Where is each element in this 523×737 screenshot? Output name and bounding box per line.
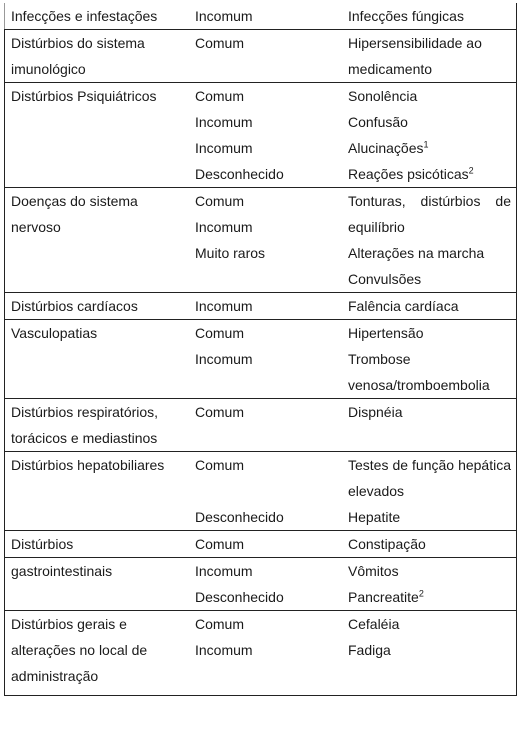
cell-text: Doenças do sistema nervoso [11,193,138,235]
cell-text: Distúrbios gerais e alterações no local de administração [11,616,148,684]
cell-text: Infecções e infestações [11,8,158,24]
cell-text: Desconhecido [195,589,284,605]
effect-with-footnote [348,584,511,610]
adverse-effect-cell [339,30,517,83]
frequency-cell [182,83,339,188]
cell-text: Constipação [348,536,426,552]
cell-text: Incomum [195,351,253,367]
table-row [5,3,517,30]
system-organ-class-cell [5,320,183,399]
cell-text: Testes de função hepática elevados [348,457,511,499]
footnote-marker: 2 [468,165,474,176]
cell-text: gastrointestinais [11,563,113,579]
cell-text: Comum [195,457,245,473]
system-organ-class-cell [5,3,183,30]
frequency-cell [182,293,339,320]
cell-text: Tonturas, distúrbios de equilíbrio [348,193,511,235]
adverse-effect-cell [339,320,517,399]
footnote-marker: 1 [423,139,429,150]
cell-text: Comum [195,616,245,632]
cell-text: Incomum [195,114,253,130]
system-organ-class-cell [5,188,183,293]
cell-text: Comum [195,536,245,552]
adverse-effect-cell [339,611,517,696]
cell-text: Distúrbios cardíacos [11,298,138,314]
table-row [5,558,517,611]
cell-text: Vasculopatias [11,325,98,341]
cell-text: Vômitos [348,563,399,579]
adverse-effect-cell [339,399,517,452]
table-row [5,83,517,188]
cell-text: Comum [195,404,245,420]
table-row [5,531,517,558]
cell-text: Comum [195,88,245,104]
cell-text: Pancreatite [348,589,419,605]
cell-text: Distúrbios Psiquiátricos [11,88,157,104]
adverse-effect-cell [339,531,517,558]
cell-text: Distúrbios hepatobiliares [11,457,165,473]
cell-text: Incomum [195,140,253,156]
cell-text: Confusão [348,114,408,130]
adverse-effect-cell [339,558,517,611]
cell-text: Distúrbios do sistema imunológico [11,35,145,77]
cell-text: Incomum [195,219,253,235]
cell-text: Comum [195,325,245,341]
cell-text: Distúrbios respiratórios, torácicos e mediastinos [11,404,159,446]
cell-text: Hipersensibilidade ao medicamento [348,35,482,77]
table-row [5,399,517,452]
table-row [5,188,517,293]
cell-text: Alterações na marcha [348,245,485,261]
cell-text: Distúrbios [11,536,74,552]
frequency-cell [182,30,339,83]
system-organ-class-cell [5,83,183,188]
cell-text: Incomum [195,298,253,314]
cell-text: Fadiga [348,642,391,658]
cell-text: Convulsões [348,271,422,287]
cell-text: Incomum [195,8,253,24]
frequency-cell [182,188,339,293]
cell-text: Infecções fúngicas [348,8,464,24]
system-organ-class-cell [5,452,183,531]
frequency-cell [182,399,339,452]
system-organ-class-cell [5,611,183,696]
effect-with-footnote [348,161,511,187]
adverse-effect-cell [339,452,517,531]
adverse-effect-cell [339,83,517,188]
frequency-cell [182,558,339,611]
adverse-effect-cell [339,188,517,293]
frequency-cell [182,531,339,558]
adverse-reactions-table [4,3,517,696]
cell-text: Desconhecido [195,166,284,182]
effect-with-footnote [348,135,511,161]
frequency-cell [182,452,339,531]
system-organ-class-cell [5,558,183,611]
adverse-effect-cell [339,3,517,30]
cell-text: Falência cardíaca [348,298,459,314]
cell-text: Incomum [195,563,253,579]
table-row [5,611,517,696]
table-row [5,452,517,531]
frequency-cell [182,3,339,30]
cell-text: Incomum [195,642,253,658]
table-row [5,30,517,83]
cell-text: Reações psicóticas [348,166,469,182]
system-organ-class-cell [5,293,183,320]
frequency-cell [182,320,339,399]
table-row [5,293,517,320]
cell-text: Sonolência [348,88,418,104]
footnote-marker: 2 [418,588,424,599]
frequency-cell [182,611,339,696]
system-organ-class-cell [5,30,183,83]
cell-text: Hipertensão [348,325,424,341]
cell-text: Hepatite [348,509,401,525]
cell-text: Cefaléia [348,616,400,632]
table-row [5,320,517,399]
cell-text: Comum [195,193,245,209]
cell-text: Muito raros [195,245,266,261]
cell-text: Dispnéia [348,404,403,420]
adverse-effect-cell [339,293,517,320]
system-organ-class-cell [5,531,183,558]
cell-text: Desconhecido [195,509,284,525]
cell-text: Comum [195,35,245,51]
cell-text: Alucinações [348,140,424,156]
cell-text: Trombose venosa/tromboembolia [348,351,490,393]
system-organ-class-cell [5,399,183,452]
